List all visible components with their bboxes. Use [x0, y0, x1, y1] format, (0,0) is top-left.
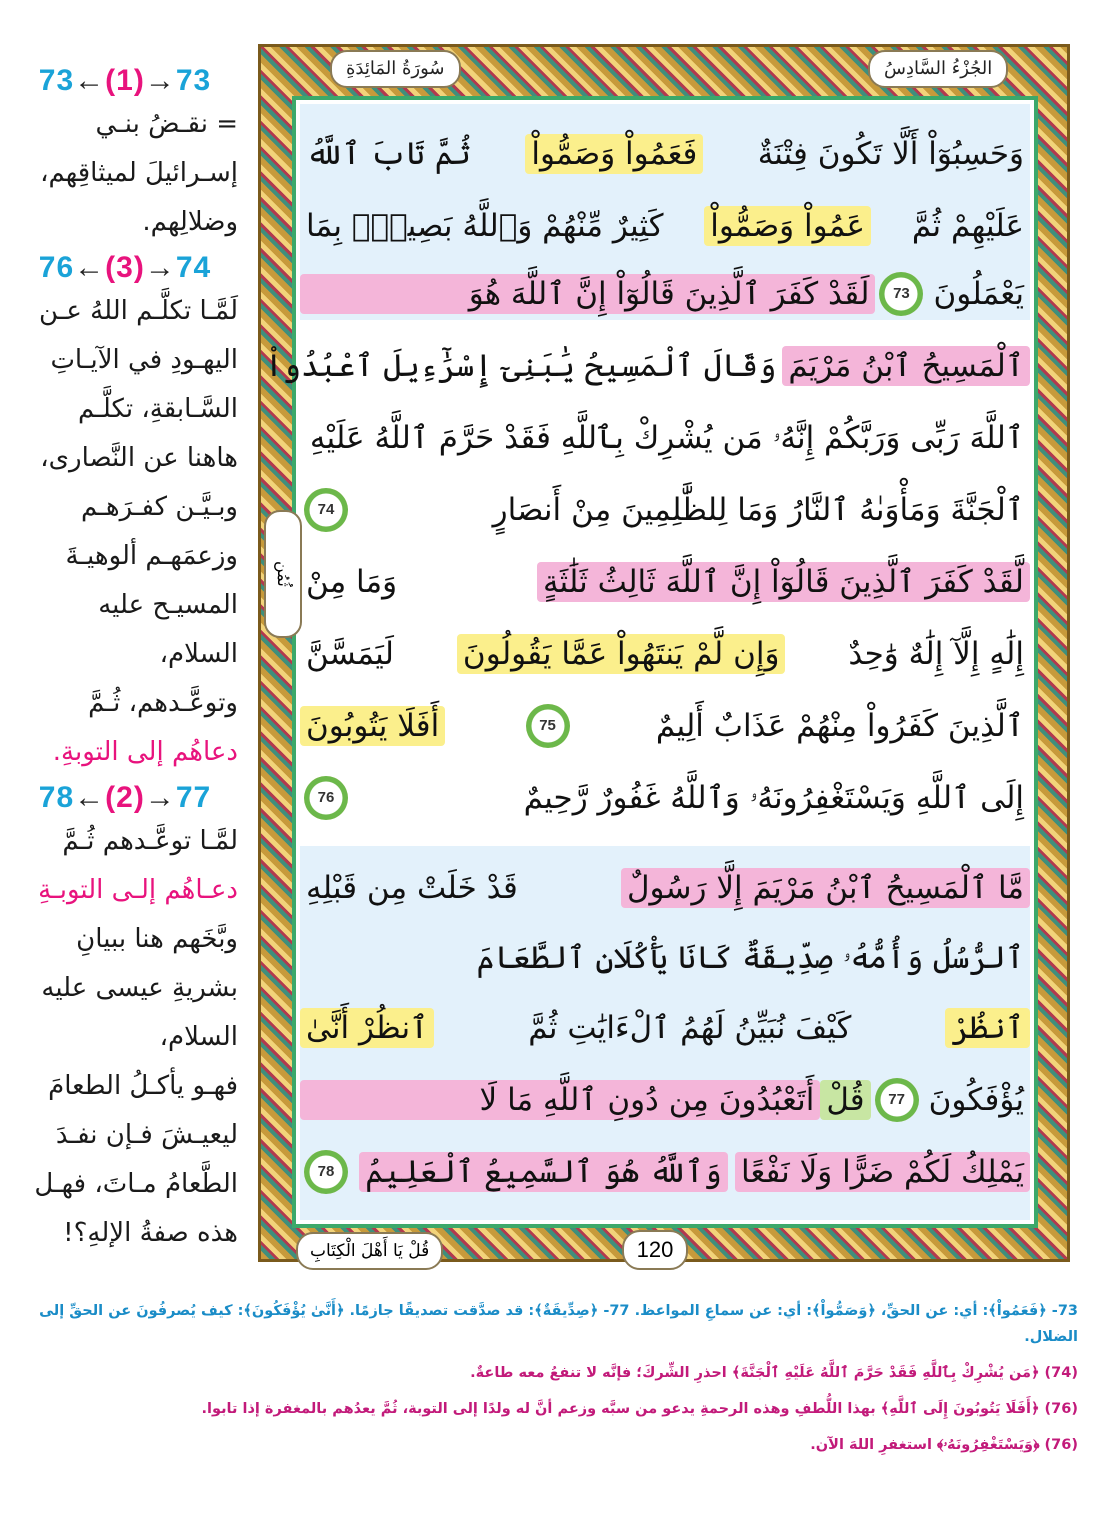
footnote: (76) ﴿وَيَسْتَغْفِرُونَهُۥ﴾ استغفرِ اللهَ الآن.	[810, 1437, 1078, 1453]
side-block-heading: 78←(2)→77	[38, 781, 212, 814]
side-block-1	[12, 64, 238, 247]
side-line: فهـو يأكـلُ الطعامَ	[48, 1071, 238, 1101]
side-line-emphasis: دعـاهُم إلـى التوبـةِ	[38, 875, 238, 905]
verse-line: يُؤْفَكُونَ 77 قُلْ أَتَعْبُدُونَ مِن دُونِ ٱللَّهِ مَا لَا	[300, 1068, 1030, 1132]
verse-line: ٱلْمَسِيحُ ٱبْنُ مَرْيَمَ وَقَالَ ٱلْمَسِيحُ يَٰبَنِىٓ إِسْرَٰٓءِيلَ ٱعْبُدُواْ	[300, 334, 1030, 398]
verse-line: ٱلرُّسُلُ وَأُمُّهُۥ صِدِّيقَةٌ كَانَا يَأْكُلَانِ ٱلطَّعَامَ	[476, 939, 1024, 976]
verse-number: 74	[304, 488, 348, 532]
surah-title: سُورَةُ المَائِدَةِ	[330, 50, 461, 88]
verse-line: ٱنظُرْ كَيْفَ نُبَيِّنُ لَهُمُ ٱلْءَايَٰتِ ثُمَّ ٱنظُرْ أَنَّىٰ	[300, 996, 1030, 1060]
side-line: وتوعَّـدهم، ثُـمَّ	[88, 688, 238, 718]
verse-line: يَعْمَلُونَ 73 لَقَدْ كَفَرَ ٱلَّذِينَ قَالُوٓاْ إِنَّ ٱللَّهَ هُوَ	[300, 262, 1030, 326]
side-line: وضلالِهم.	[142, 207, 238, 237]
verse-line: مَّا ٱلْمَسِيحُ ٱبْنُ مَرْيَمَ إِلَّا رَسُولٌ قَدْ خَلَتْ مِن قَبْلِهِ	[300, 856, 1030, 920]
verse-number: 77	[875, 1078, 919, 1122]
side-line: المسيـح عليه السلام،	[98, 590, 238, 669]
side-line: بشريةِ عيسى عليه السلام،	[41, 973, 238, 1052]
side-line: وبـيَّـن كفـرَهـم	[80, 492, 238, 522]
side-line: وبَّخَهم هنا ببيانِ	[76, 924, 238, 954]
side-line: هذه صفةُ الإلهِ؟!	[63, 1218, 238, 1248]
verse-number: 76	[304, 776, 348, 820]
verse-line: عَلَيْهِمْ ثُمَّ عَمُواْ وَصَمُّواْ كَثِيرٌ مِّنْهُمْ وَٱللَّهُ بَصِيرُۢ بِمَا	[306, 208, 1024, 244]
verse-line: ٱللَّهَ رَبِّى وَرَبَّكُمْ إِنَّهُۥ مَن يُشْرِكْ بِٱللَّهِ فَقَدْ حَرَّمَ ٱللَّهُ عَلَيْهِ	[309, 419, 1024, 456]
footnote: (76) ﴿أَفَلَا يَتُوبُونَ إِلَى ٱللَّهِ﴾ بهذا اللُّطفِ وهذه الرحمةِ يدعو من سبَّه وزعم أنَّ له ولدًا إلى التوبة، ثُمَّ يعدُهم بالمغفرة إذا تابوا.	[201, 1401, 1078, 1417]
verse-line: وَحَسِبُوٓاْ أَلَّا تَكُونَ فِتْنَةٌ فَعَمُواْ وَصَمُّواْ ثُمَّ تَابَ ٱللَّهُ	[306, 136, 1024, 172]
side-line: السَّـابقةِ، تكلَّـم	[78, 394, 238, 424]
side-line: ليعيـشَ فـإن نفـدَ	[55, 1120, 238, 1150]
footnotes	[18, 1298, 1078, 1468]
side-line: اليهـودِ في الآيـاتِ	[50, 345, 238, 375]
footnote: (74) ﴿مَن يُشْرِكْ بِٱللَّهِ فَقَدْ حَرَّمَ ٱللَّهُ عَلَيْهِ ٱلْجَنَّةَ﴾ احذرِ الشِّركَ؛ فإنَّه لا تنفعُ معه طاعةٌ.	[470, 1365, 1078, 1381]
verse-line: ٱلَّذِينَ كَفَرُواْ مِنْهُمْ عَذَابٌ أَلِيمٌ 75 أَفَلَا يَتُوبُونَ	[300, 694, 1030, 758]
footnote: 73- ﴿فَعَمُواْ﴾: أي: عن الحقِّ، ﴿وَصَمُّواْ﴾: أي: عن سماعِ المواعظ. 77- ﴿صِدِّيقَةٌ﴾: قد صدَّقت تصديقًا جازمًا. ﴿أَنَّىٰ يُؤْفَكُونَ﴾: كيف يُصرفُونَ عن الحقِّ إلى الضلال.	[39, 1303, 1078, 1345]
verse-number: 78	[304, 1150, 348, 1194]
side-line: إسـرائيلَ لميثاقِهم،	[40, 158, 238, 188]
side-line: لمَّـا توعَّـدهم ثُـمَّ	[62, 826, 238, 856]
side-block-2	[12, 251, 238, 777]
side-line-emphasis: دعاهُم إلى التوبةِ.	[52, 737, 238, 767]
side-commentary	[12, 60, 238, 1310]
verse-line: ٱلْجَنَّةَ وَمَأْوَىٰهُ ٱلنَّارُ وَمَا لِلظَّٰلِمِينَ مِنْ أَنصَارٍ 74	[300, 478, 1030, 542]
verse-line: إِلَٰهٍ إِلَّآ إِلَٰهٌ وَٰحِدٌ وَإِن لَّمْ يَنتَهُواْ عَمَّا يَقُولُونَ لَيَمَسَّنَّ	[306, 636, 1024, 672]
side-line: وزعمَهـم ألوهيـةَ	[65, 541, 238, 571]
verse-number: 75	[526, 704, 570, 748]
side-line: = نقـضُ بنـي	[95, 109, 238, 139]
side-line: لَمَّـا تكلَّـم اللهُ عـن	[38, 296, 238, 326]
footer-catchword: قُلْ يَا أَهْلَ الْكِتَابِ	[296, 1232, 443, 1270]
rub-marker: ثُمُن	[264, 510, 302, 638]
side-block-heading: 73←(1)→73	[38, 64, 212, 97]
verse-line: إِلَى ٱللَّهِ وَيَسْتَغْفِرُونَهُۥ وَٱللَّهُ غَفُورٌ رَّحِيمٌ 76	[300, 766, 1030, 830]
side-line: الطَّعامُ مـاتَ، فهـل	[34, 1169, 238, 1199]
verse-number: 73	[879, 272, 923, 316]
side-line: هاهنا عن النَّصارى،	[40, 443, 238, 473]
verse-line: يَمْلِكُ لَكُمْ ضَرًّا وَلَا نَفْعًا وَٱللَّهُ هُوَ ٱلسَّمِيعُ ٱلْعَلِيمُ 78	[300, 1140, 1030, 1204]
side-block-heading: 76←(3)→74	[38, 251, 212, 284]
page-number: 120	[622, 1230, 688, 1270]
verse-line: لَّقَدْ كَفَرَ ٱلَّذِينَ قَالُوٓاْ إِنَّ ٱللَّهَ ثَالِثُ ثَلَٰثَةٍ وَمَا مِنْ	[300, 550, 1030, 614]
juz-title: الجُزْءُ السَّادِسُ	[868, 50, 1008, 88]
side-block-3	[12, 781, 238, 1258]
